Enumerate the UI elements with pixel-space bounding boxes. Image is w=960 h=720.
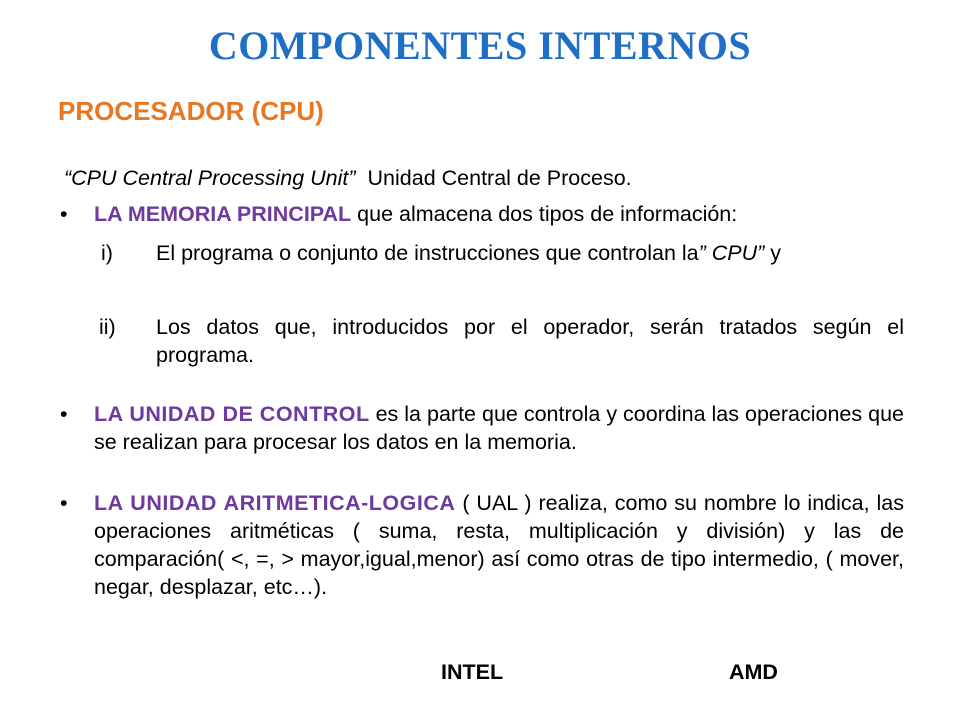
bullet-ual: •	[60, 491, 68, 515]
slide-title: COMPONENTES INTERNOS	[208, 23, 752, 68]
memoria-item-1-cpu: ” CPU”	[698, 241, 765, 265]
ual-lead: LA UNIDAD ARITMETICA-LOGICA	[94, 491, 456, 515]
intro-line	[64, 164, 632, 192]
intel-label: INTEL	[441, 660, 504, 684]
control-paragraph	[94, 400, 904, 456]
control-text: es la parte que controla y coordina las operaciones que se realizan para procesar los datos en la memoria.	[94, 402, 904, 454]
intro-text: Unidad Central de Proceso.	[367, 166, 632, 190]
item-marker-2: ii)	[99, 315, 116, 339]
memoria-paragraph	[94, 200, 924, 228]
memoria-item-1-end: y	[764, 241, 782, 265]
memoria-item-2: Los datos que, introducidos por el operador, serán tratados según el programa.	[156, 315, 904, 367]
memoria-text: que almacena dos tipos de información:	[351, 202, 738, 226]
memoria-lead: LA MEMORIA PRINCIPAL	[94, 202, 352, 226]
ual-paragraph	[94, 489, 904, 601]
memoria-item-1	[156, 239, 904, 267]
section-heading: PROCESADOR (CPU)	[58, 96, 324, 126]
item-marker-1: i)	[101, 241, 113, 265]
bullet-control: •	[60, 402, 68, 426]
cpu-quote: “CPU Central Processing Unit”	[64, 166, 356, 190]
bullet-memoria: •	[60, 202, 68, 226]
memoria-item-1-text: El programa o conjunto de instrucciones que controlan la	[156, 241, 699, 265]
amd-label: AMD	[729, 660, 778, 684]
ual-text: ( UAL ) realiza, como su nombre lo indica, las operaciones aritméticas ( suma, resta, multiplicación y división) y las de comparación( <, =, > mayor,igual,menor) así como otras de tipo intermedio, ( mover, negar, desplazar, etc…).	[94, 491, 904, 599]
control-lead: LA UNIDAD DE CONTROL	[94, 402, 370, 426]
